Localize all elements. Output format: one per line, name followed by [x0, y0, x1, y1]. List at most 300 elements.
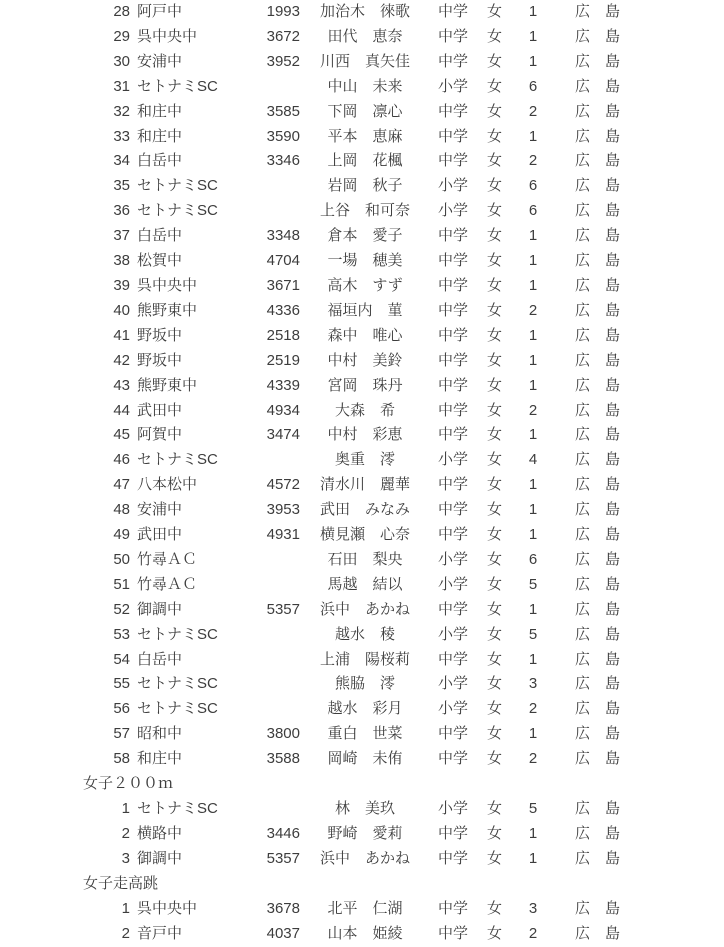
entry-row — [0, 822, 724, 847]
entry-number: 36 — [113, 202, 130, 220]
athlete-name: 上岡 花楓 — [327, 152, 403, 170]
entry-number: 35 — [113, 177, 130, 195]
school-level: 小学 — [438, 575, 469, 593]
event-title: 女子走高跳 — [83, 874, 159, 892]
entry-number: 2 — [121, 824, 130, 842]
school-level: 中学 — [438, 376, 469, 394]
entry-number: 37 — [113, 227, 130, 245]
grade: 5 — [528, 800, 538, 817]
gender: 女 — [487, 725, 503, 743]
grade: 1 — [528, 476, 538, 494]
prefecture: 広 島 — [575, 3, 621, 20]
gender: 女 — [487, 426, 503, 444]
team-name: 昭和中 — [137, 725, 183, 743]
grade: 6 — [528, 77, 538, 95]
gender: 女 — [487, 77, 503, 95]
team-name: セトナミSC — [137, 77, 218, 95]
grade: 1 — [528, 351, 538, 369]
athlete-name: 上谷 和可奈 — [319, 202, 410, 220]
prefecture: 広 島 — [575, 227, 621, 245]
gender: 女 — [487, 276, 503, 294]
entry-row — [0, 349, 724, 374]
registration-number: 4934 — [266, 401, 300, 419]
gender: 女 — [487, 750, 503, 768]
prefecture: 広 島 — [575, 451, 621, 469]
gender: 女 — [487, 202, 503, 220]
entry-row — [0, 498, 724, 523]
entry-row — [0, 324, 724, 349]
gender: 女 — [487, 800, 503, 817]
grade: 1 — [528, 27, 538, 45]
grade: 1 — [528, 127, 538, 145]
school-level: 中学 — [438, 27, 469, 45]
team-name: 熊野東中 — [137, 376, 198, 394]
school-level: 中学 — [438, 526, 469, 544]
prefecture: 広 島 — [575, 202, 621, 220]
prefecture: 広 島 — [575, 800, 621, 817]
registration-number: 3672 — [266, 27, 300, 45]
entry-row — [0, 747, 724, 772]
prefecture: 広 島 — [575, 899, 621, 917]
school-level: 小学 — [438, 451, 469, 469]
prefecture: 広 島 — [575, 824, 621, 842]
school-level: 中学 — [438, 52, 469, 70]
entry-number: 41 — [113, 326, 130, 344]
team-name: 安浦中 — [137, 501, 183, 519]
athlete-name: 野崎 愛莉 — [327, 824, 403, 842]
prefecture: 広 島 — [575, 526, 621, 544]
entry-row — [0, 374, 724, 399]
team-name: 竹尋ＡＣ — [137, 550, 198, 568]
athlete-name: 高木 すず — [327, 276, 403, 294]
athlete-name: 福垣内 菫 — [327, 301, 403, 319]
prefecture: 広 島 — [575, 27, 621, 45]
entry-number: 46 — [113, 451, 130, 469]
athlete-name: 一場 穂美 — [327, 252, 403, 270]
team-name: 呉中央中 — [137, 899, 198, 917]
entry-number: 52 — [113, 600, 130, 618]
gender: 女 — [487, 824, 503, 842]
gender: 女 — [487, 127, 503, 145]
grade: 6 — [528, 550, 538, 568]
gender: 女 — [487, 301, 503, 319]
school-level: 中学 — [438, 476, 469, 494]
school-level: 小学 — [438, 550, 469, 568]
grade: 1 — [528, 52, 538, 70]
registration-number: 4037 — [266, 924, 300, 942]
school-level: 小学 — [438, 700, 469, 718]
athlete-name: 浜中 あかね — [319, 849, 410, 867]
entry-number: 1 — [121, 800, 130, 817]
gender: 女 — [487, 625, 503, 643]
school-level: 中学 — [438, 650, 469, 668]
team-name: 横路中 — [137, 824, 183, 842]
entry-row — [0, 249, 724, 274]
grade: 2 — [528, 401, 538, 419]
prefecture: 広 島 — [575, 550, 621, 568]
school-level: 中学 — [438, 849, 469, 867]
school-level: 中学 — [438, 102, 469, 120]
prefecture: 広 島 — [575, 750, 621, 768]
entry-row — [0, 199, 724, 224]
athlete-name: 石田 梨央 — [327, 550, 403, 568]
school-level: 中学 — [438, 127, 469, 145]
entry-row — [0, 623, 724, 648]
prefecture: 広 島 — [575, 700, 621, 718]
prefecture: 広 島 — [575, 401, 621, 419]
registration-number: 3671 — [266, 276, 300, 294]
registration-number: 4704 — [266, 252, 300, 270]
grade: 1 — [528, 376, 538, 394]
registration-number: 5357 — [266, 600, 300, 618]
athlete-name: 清水川 麗華 — [319, 476, 410, 494]
prefecture: 広 島 — [575, 326, 621, 344]
prefecture: 広 島 — [575, 600, 621, 618]
grade: 2 — [528, 750, 538, 768]
team-name: 和庄中 — [137, 102, 183, 120]
registration-number: 4931 — [266, 526, 300, 544]
grade: 1 — [528, 650, 538, 668]
gender: 女 — [487, 376, 503, 394]
entry-row — [0, 722, 724, 747]
registration-number: 3348 — [266, 227, 300, 245]
grade: 2 — [528, 152, 538, 170]
athlete-name: 中山 未来 — [327, 77, 403, 95]
grade: 1 — [528, 824, 538, 842]
school-level: 小学 — [438, 202, 469, 220]
gender: 女 — [487, 526, 503, 544]
grade: 1 — [528, 276, 538, 294]
registration-number: 1993 — [266, 3, 300, 20]
school-level: 中学 — [438, 3, 469, 20]
entry-number: 31 — [113, 77, 130, 95]
prefecture: 広 島 — [575, 152, 621, 170]
section-header-row — [0, 772, 724, 797]
entry-number: 1 — [121, 899, 130, 917]
entry-number: 33 — [113, 127, 130, 145]
event-title: 女子２００ｍ — [83, 775, 174, 793]
school-level: 中学 — [438, 401, 469, 419]
grade: 1 — [528, 252, 538, 270]
entry-number: 3 — [121, 849, 130, 867]
gender: 女 — [487, 451, 503, 469]
prefecture: 広 島 — [575, 426, 621, 444]
gender: 女 — [487, 401, 503, 419]
team-name: 竹尋ＡＣ — [137, 575, 198, 593]
section-header-row — [0, 872, 724, 897]
team-name: 呉中央中 — [137, 27, 198, 45]
grade: 1 — [528, 326, 538, 344]
school-level: 中学 — [438, 252, 469, 270]
athlete-name: 下岡 凛心 — [327, 102, 403, 120]
registration-number: 3474 — [266, 426, 300, 444]
team-name: 白岳中 — [137, 650, 183, 668]
prefecture: 広 島 — [575, 625, 621, 643]
gender: 女 — [487, 924, 503, 942]
registration-number: 3588 — [266, 750, 300, 768]
entry-number: 58 — [113, 750, 130, 768]
athlete-name: 武田 みなみ — [319, 501, 410, 519]
entry-row — [0, 897, 724, 922]
prefecture: 広 島 — [575, 77, 621, 95]
entry-number: 39 — [113, 276, 130, 294]
school-level: 中学 — [438, 750, 469, 768]
grade: 2 — [528, 924, 538, 942]
entry-row — [0, 672, 724, 697]
entry-number: 38 — [113, 252, 130, 270]
registration-number: 3585 — [266, 102, 300, 120]
gender: 女 — [487, 102, 503, 120]
grade: 3 — [528, 899, 538, 917]
athlete-name: 川西 真矢佳 — [319, 52, 410, 70]
grade: 1 — [528, 227, 538, 245]
grade: 1 — [528, 426, 538, 444]
team-name: 八本松中 — [137, 476, 198, 494]
school-level: 中学 — [438, 824, 469, 842]
entry-row — [0, 697, 724, 722]
school-level: 小学 — [438, 625, 469, 643]
team-name: 音戸中 — [137, 924, 183, 942]
school-level: 中学 — [438, 501, 469, 519]
athlete-name: 中村 彩恵 — [327, 426, 403, 444]
team-name: 御調中 — [137, 849, 183, 867]
gender: 女 — [487, 177, 503, 195]
athlete-name: 横見瀬 心奈 — [319, 526, 410, 544]
athlete-name: 森中 唯心 — [327, 326, 403, 344]
school-level: 中学 — [438, 426, 469, 444]
prefecture: 広 島 — [575, 650, 621, 668]
entry-number: 54 — [113, 650, 130, 668]
gender: 女 — [487, 650, 503, 668]
entry-number: 56 — [113, 700, 130, 718]
entry-row — [0, 299, 724, 324]
entry-row — [0, 100, 724, 125]
grade: 5 — [528, 625, 538, 643]
school-level: 小学 — [438, 800, 469, 817]
prefecture: 広 島 — [575, 501, 621, 519]
athlete-name: 浜中 あかね — [319, 600, 410, 618]
entry-row — [0, 174, 724, 199]
gender: 女 — [487, 575, 503, 593]
grade: 1 — [528, 849, 538, 867]
school-level: 中学 — [438, 301, 469, 319]
gender: 女 — [487, 600, 503, 618]
team-name: 和庄中 — [137, 750, 183, 768]
gender: 女 — [487, 899, 503, 917]
team-name: 御調中 — [137, 600, 183, 618]
athlete-name: 加治木 徠歌 — [319, 3, 410, 20]
team-name: 安浦中 — [137, 52, 183, 70]
gender: 女 — [487, 550, 503, 568]
athlete-name: 岩岡 秋子 — [327, 177, 403, 195]
prefecture: 広 島 — [575, 252, 621, 270]
gender: 女 — [487, 152, 503, 170]
school-level: 中学 — [438, 227, 469, 245]
gender: 女 — [487, 476, 503, 494]
entry-row — [0, 423, 724, 448]
prefecture: 広 島 — [575, 575, 621, 593]
registration-number: 2518 — [266, 326, 300, 344]
athlete-name: 重白 世菜 — [327, 725, 403, 743]
athlete-name: 田代 恵奈 — [327, 27, 403, 45]
athlete-name: 山本 姫綾 — [327, 924, 403, 942]
grade: 6 — [528, 202, 538, 220]
school-level: 小学 — [438, 177, 469, 195]
athlete-name: 越水 稜 — [334, 625, 395, 643]
school-level: 小学 — [438, 675, 469, 693]
prefecture: 広 島 — [575, 849, 621, 867]
prefecture: 広 島 — [575, 102, 621, 120]
school-level: 中学 — [438, 152, 469, 170]
entry-number: 48 — [113, 501, 130, 519]
athlete-name: 倉本 愛子 — [327, 227, 403, 245]
gender: 女 — [487, 27, 503, 45]
entry-number: 28 — [113, 3, 130, 20]
entry-row — [0, 125, 724, 150]
registration-number: 3590 — [266, 127, 300, 145]
entry-row — [0, 0, 724, 25]
entry-row — [0, 523, 724, 548]
grade: 1 — [528, 600, 538, 618]
gender: 女 — [487, 326, 503, 344]
team-name: 熊野東中 — [137, 301, 198, 319]
prefecture: 広 島 — [575, 376, 621, 394]
registration-number: 4336 — [266, 301, 300, 319]
grade: 6 — [528, 177, 538, 195]
gender: 女 — [487, 700, 503, 718]
registration-number: 3678 — [266, 899, 300, 917]
entry-number: 30 — [113, 52, 130, 70]
prefecture: 広 島 — [575, 177, 621, 195]
entry-row — [0, 797, 724, 822]
athlete-name: 北平 仁湖 — [327, 899, 403, 917]
athlete-name: 上浦 陽桜莉 — [319, 650, 410, 668]
athlete-name: 宮岡 珠丹 — [327, 376, 403, 394]
gender: 女 — [487, 675, 503, 693]
team-name: 武田中 — [137, 526, 183, 544]
team-name: 呉中央中 — [137, 276, 198, 294]
school-level: 中学 — [438, 276, 469, 294]
entry-row — [0, 573, 724, 598]
prefecture: 広 島 — [575, 52, 621, 70]
entry-number: 55 — [113, 675, 130, 693]
team-name: セトナミSC — [137, 202, 218, 220]
prefecture: 広 島 — [575, 675, 621, 693]
team-name: セトナミSC — [137, 675, 218, 693]
entry-row — [0, 25, 724, 50]
registration-number: 3952 — [266, 52, 300, 70]
entry-number: 42 — [113, 351, 130, 369]
registration-number: 3800 — [266, 725, 300, 743]
grade: 2 — [528, 102, 538, 120]
team-name: セトナミSC — [137, 451, 218, 469]
athlete-name: 熊脇 澪 — [334, 675, 395, 693]
grade: 3 — [528, 675, 538, 693]
entry-row — [0, 75, 724, 100]
gender: 女 — [487, 227, 503, 245]
gender: 女 — [487, 252, 503, 270]
entry-number: 50 — [113, 550, 130, 568]
entry-row — [0, 448, 724, 473]
grade: 5 — [528, 575, 538, 593]
entry-number: 49 — [113, 526, 130, 544]
grade: 1 — [528, 3, 538, 20]
prefecture: 広 島 — [575, 725, 621, 743]
gender: 女 — [487, 501, 503, 519]
team-name: セトナミSC — [137, 177, 218, 195]
school-level: 中学 — [438, 924, 469, 942]
prefecture: 広 島 — [575, 924, 621, 942]
gender: 女 — [487, 351, 503, 369]
gender: 女 — [487, 52, 503, 70]
entry-row — [0, 847, 724, 872]
athlete-name: 馬越 結以 — [327, 575, 403, 593]
registration-number: 3953 — [266, 501, 300, 519]
entry-number: 44 — [113, 401, 130, 419]
entry-number: 51 — [113, 575, 130, 593]
team-name: 阿戸中 — [137, 3, 183, 20]
entry-row — [0, 224, 724, 249]
athlete-name: 奥重 澪 — [334, 451, 395, 469]
grade: 1 — [528, 501, 538, 519]
registration-number: 3446 — [266, 824, 300, 842]
school-level: 中学 — [438, 326, 469, 344]
athlete-name: 岡崎 未侑 — [327, 750, 403, 768]
entry-number: 43 — [113, 376, 130, 394]
grade: 4 — [528, 451, 538, 469]
team-name: 野坂中 — [137, 326, 183, 344]
registration-number: 4572 — [266, 476, 300, 494]
team-name: 和庄中 — [137, 127, 183, 145]
team-name: セトナミSC — [137, 700, 218, 718]
team-name: 白岳中 — [137, 227, 183, 245]
school-level: 中学 — [438, 725, 469, 743]
entry-number: 29 — [113, 27, 130, 45]
entry-row — [0, 399, 724, 424]
entry-row — [0, 274, 724, 299]
entry-row — [0, 548, 724, 573]
team-name: 野坂中 — [137, 351, 183, 369]
entry-number: 40 — [113, 301, 130, 319]
athlete-name: 越水 彩月 — [327, 700, 403, 718]
registration-number: 4339 — [266, 376, 300, 394]
grade: 1 — [528, 526, 538, 544]
entry-row — [0, 598, 724, 623]
registration-number: 3346 — [266, 152, 300, 170]
team-name: 阿賀中 — [137, 426, 183, 444]
gender: 女 — [487, 3, 503, 20]
registration-number: 2519 — [266, 351, 300, 369]
team-name: セトナミSC — [137, 625, 218, 643]
prefecture: 広 島 — [575, 276, 621, 294]
entry-row — [0, 149, 724, 174]
athlete-name: 林 美玖 — [334, 800, 395, 817]
entry-row — [0, 648, 724, 673]
entry-number: 53 — [113, 625, 130, 643]
team-name: 武田中 — [137, 401, 183, 419]
entry-number: 32 — [113, 102, 130, 120]
team-name: 松賀中 — [137, 252, 183, 270]
grade: 2 — [528, 301, 538, 319]
entry-row — [0, 50, 724, 75]
school-level: 中学 — [438, 600, 469, 618]
entry-number: 47 — [113, 476, 130, 494]
entry-row — [0, 922, 724, 947]
athlete-name: 中村 美鈴 — [327, 351, 403, 369]
prefecture: 広 島 — [575, 301, 621, 319]
team-name: 白岳中 — [137, 152, 183, 170]
prefecture: 広 島 — [575, 351, 621, 369]
